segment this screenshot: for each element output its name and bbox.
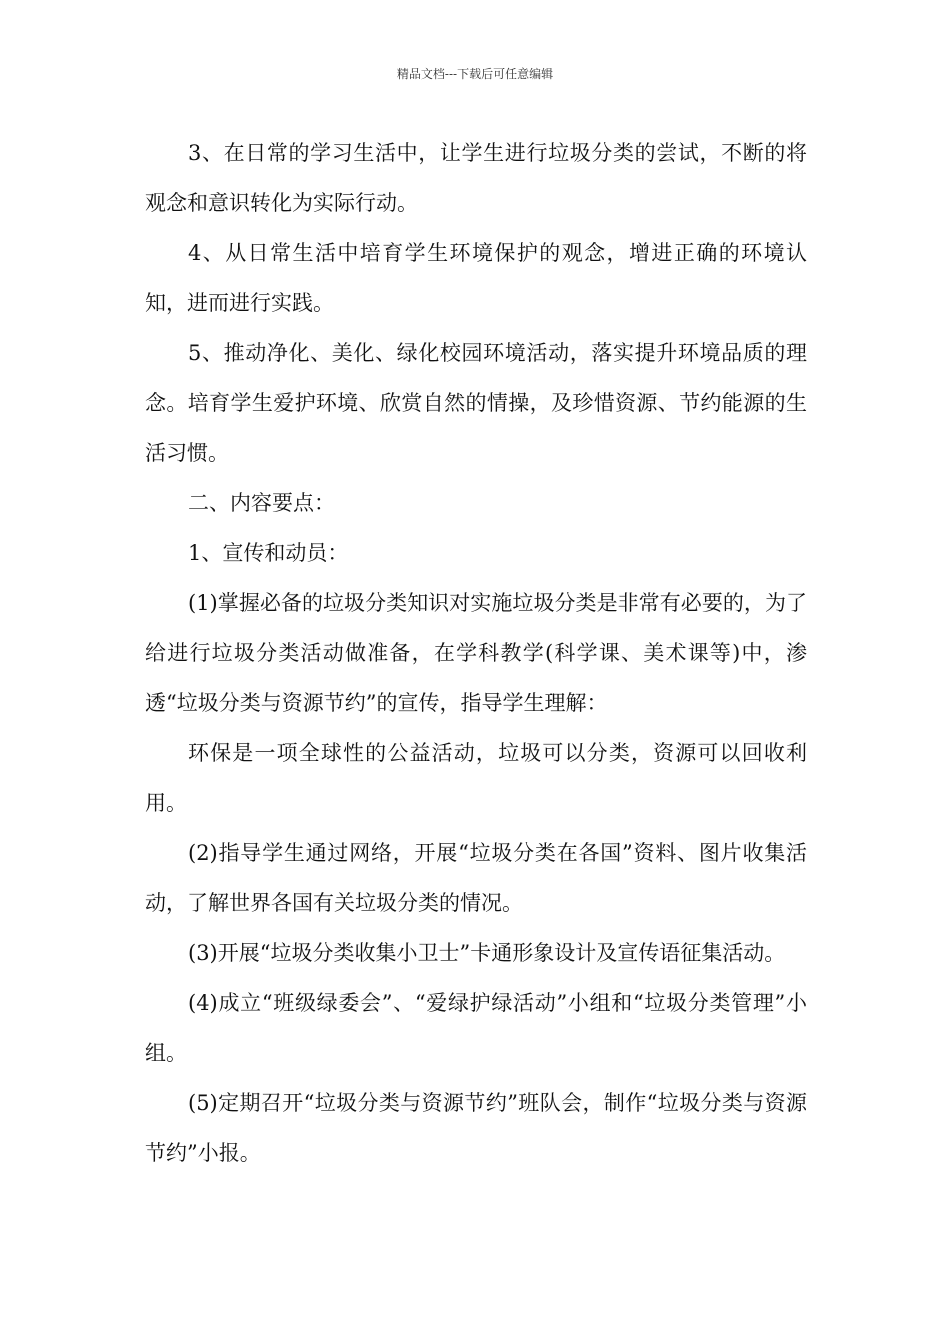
paragraph-goal-4: 4、从日常生活中培育学生环境保护的观念，增进正确的环境认知，进而进行实践。	[145, 241, 807, 315]
paragraph-item-2: (2)指导学生通过网络，开展“垃圾分类在各国”资料、图片收集活动，了解世界各国有关垃圾分类的情况。	[145, 841, 807, 915]
paragraph-item-1: (1)掌握必备的垃圾分类知识对实施垃圾分类是非常有必要的，为了给进行垃圾分类活动做准备，在学科教学(科学课、美术课等)中，渗透“垃圾分类与资源节约”的宣传，指导学生理解：	[145, 591, 807, 715]
document-body	[145, 128, 807, 1178]
paragraph-item-5: (5)定期召开“垃圾分类与资源节约”班队会，制作“垃圾分类与资源节约”小报。	[145, 1091, 807, 1165]
section-heading-content-points: 二、内容要点：	[188, 491, 335, 515]
subheading-publicity: 1、宣传和动员：	[188, 541, 349, 565]
page-header: 精品文档---下载后可任意编辑	[396, 67, 554, 81]
paragraph-item-4: (4)成立“班级绿委会”、“爱绿护绿活动”小组和“垃圾分类管理”小组。	[145, 991, 807, 1065]
paragraph-item-3: (3)开展“垃圾分类收集小卫士”卡通形象设计及宣传语征集活动。	[188, 941, 786, 965]
paragraph-environment: 环保是一项全球性的公益活动，垃圾可以分类，资源可以回收利用。	[145, 741, 807, 815]
paragraph-goal-3: 3、在日常的学习生活中，让学生进行垃圾分类的尝试，不断的将观念和意识转化为实际行动。	[145, 141, 807, 215]
paragraph-goal-5: 5、推动净化、美化、绿化校园环境活动，落实提升环境品质的理念。培育学生爱护环境、欣赏自然的情操，及珍惜资源、节约能源的生活习惯。	[145, 341, 807, 465]
